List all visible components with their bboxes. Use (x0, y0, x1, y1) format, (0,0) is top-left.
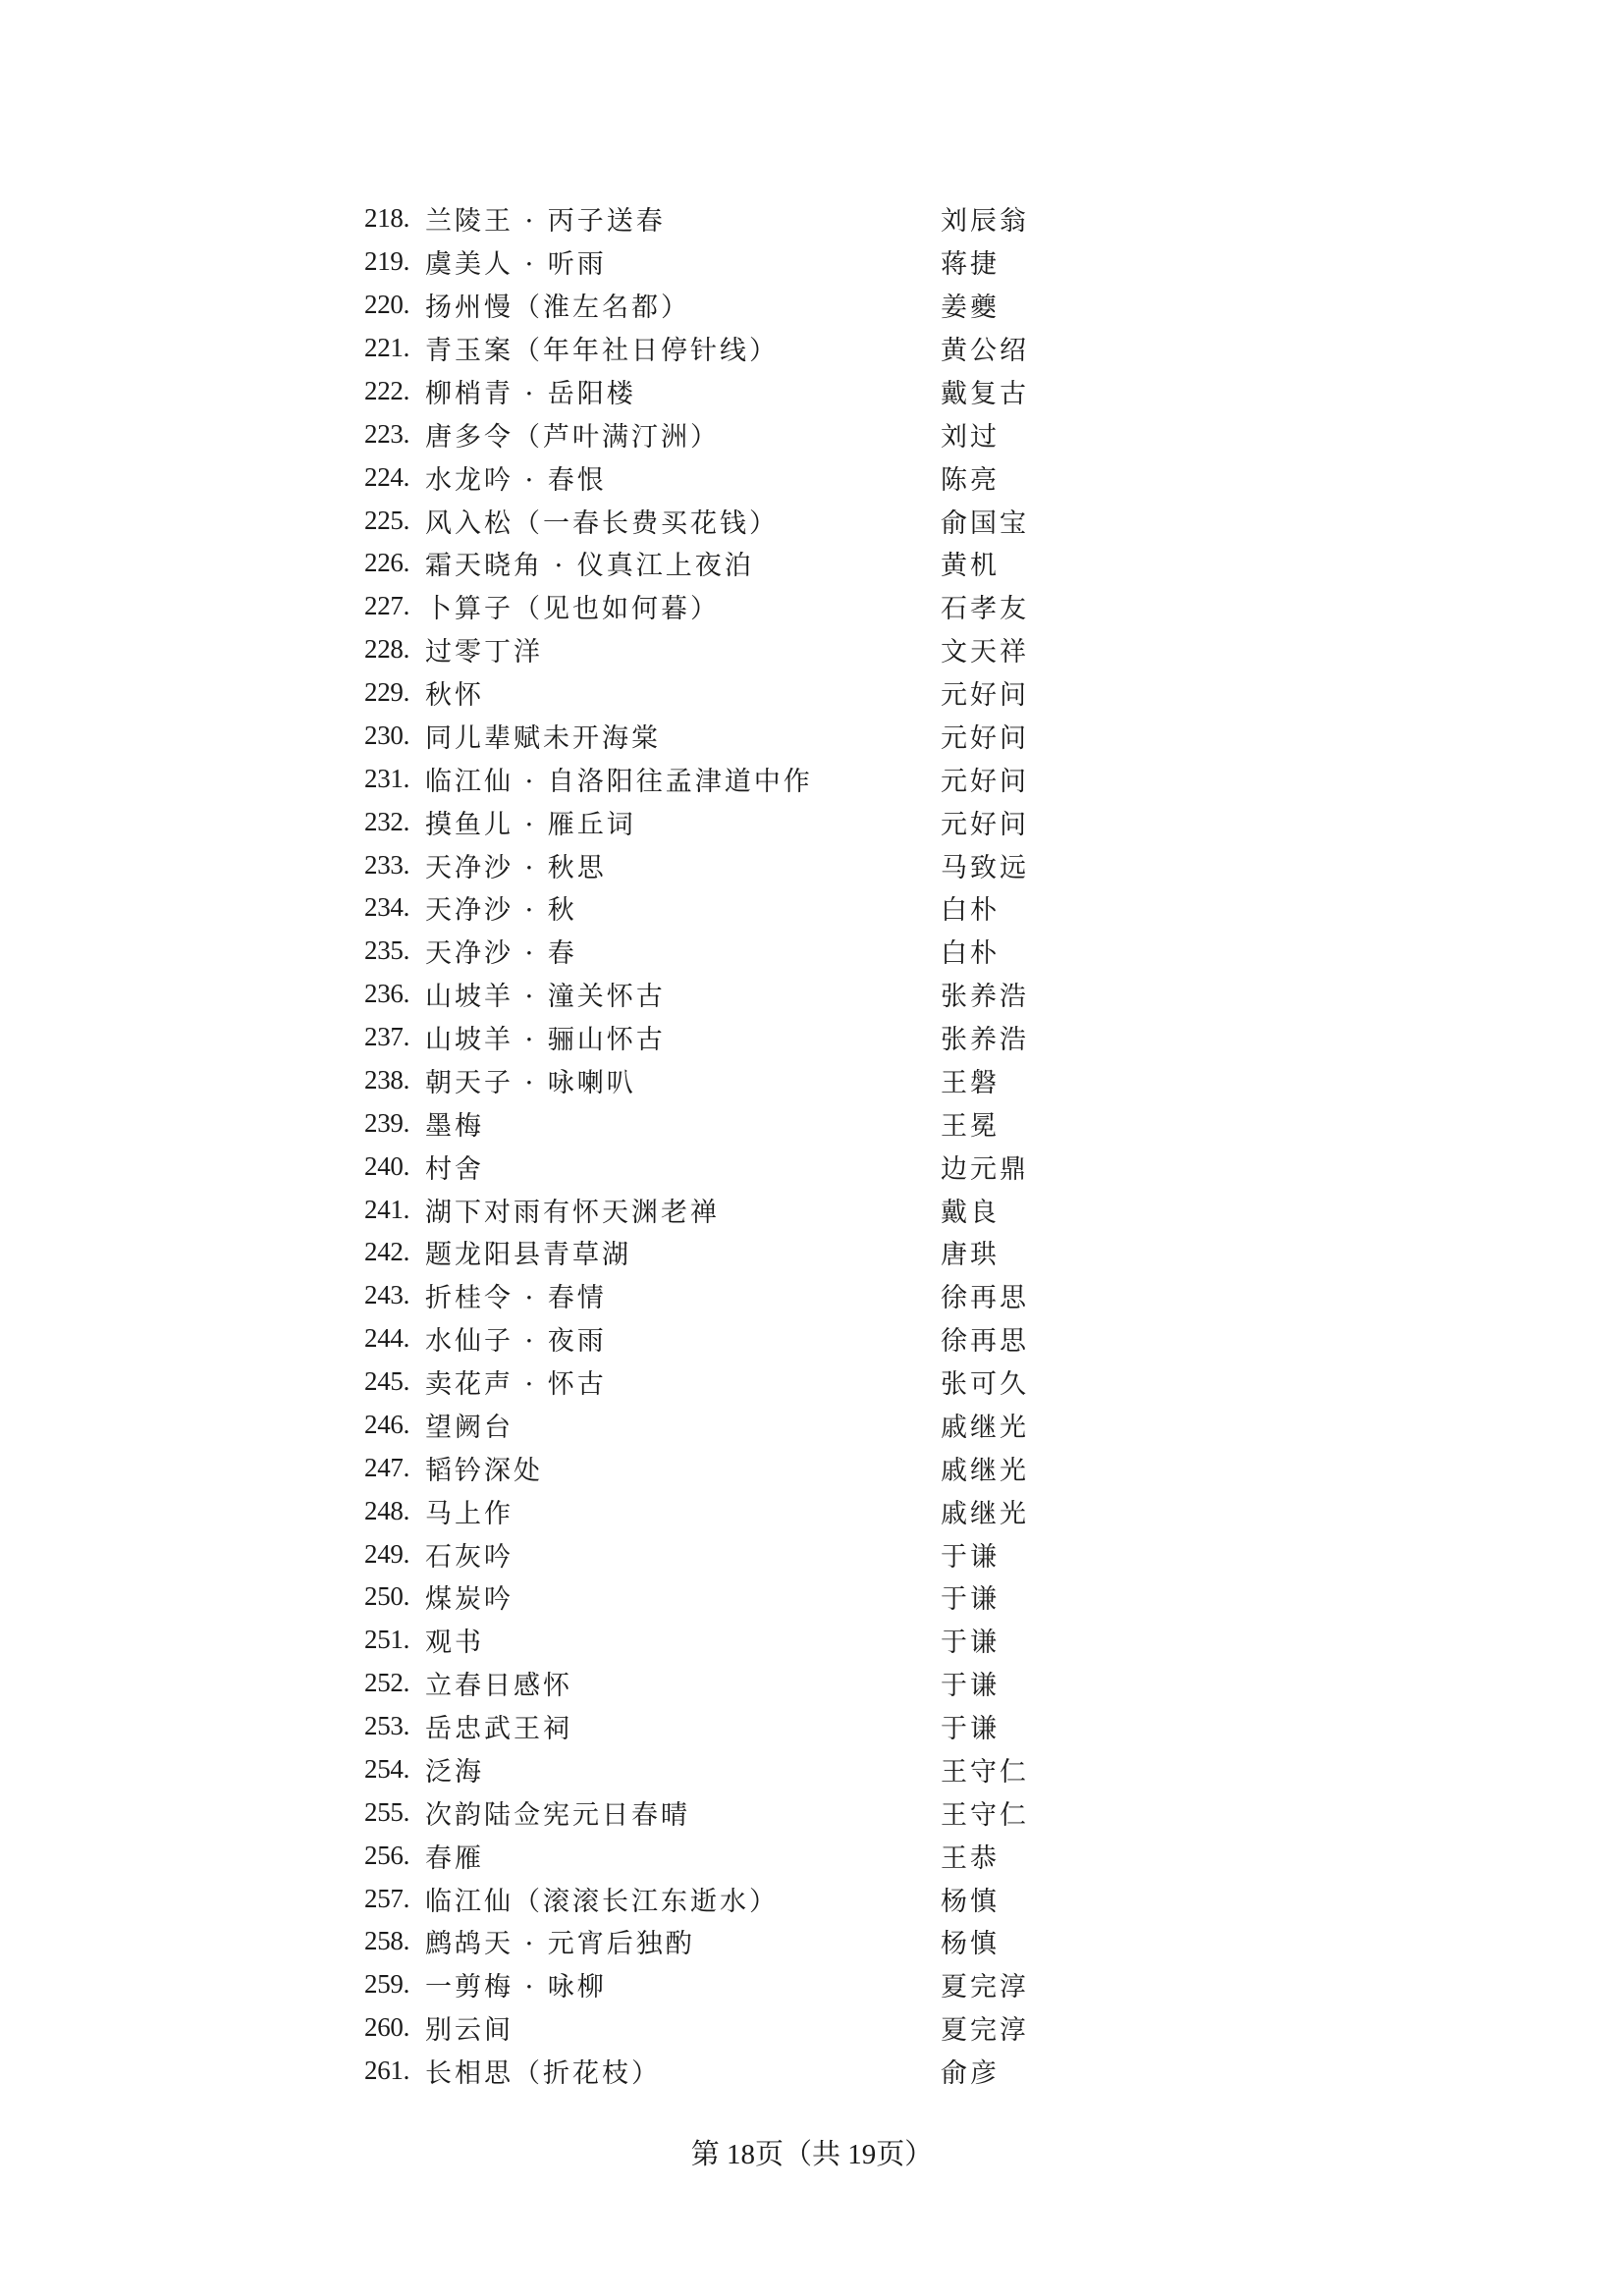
list-item (364, 370, 1052, 413)
list-item (364, 1790, 1052, 1834)
entry-number: 234. (364, 892, 410, 923)
entry-title: 泛海 (425, 1756, 484, 1788)
list-item (364, 1748, 1052, 1791)
entry-number: 227. (364, 591, 410, 621)
entry-author: 夏完淳 (941, 2015, 1029, 2047)
list-item (364, 412, 1052, 455)
entry-number: 241. (364, 1194, 410, 1224)
entry-author: 于谦 (941, 1671, 1000, 1702)
entry-title: 山坡羊 · 骊山怀古 (425, 1025, 666, 1056)
entry-author: 姜夔 (941, 293, 1000, 324)
entry-author: 马致远 (941, 852, 1029, 883)
entry-number: 257. (364, 1883, 410, 1913)
list-item (364, 930, 1052, 973)
entry-number: 250. (364, 1581, 410, 1612)
list-item (364, 715, 1052, 758)
entry-author: 白朴 (941, 938, 1000, 970)
entry-author: 戚继光 (941, 1455, 1029, 1486)
list-item (364, 197, 1052, 240)
list-item (364, 1188, 1052, 1231)
list-item (364, 1834, 1052, 1877)
entry-title: 望阙台 (425, 1412, 514, 1443)
entry-author: 文天祥 (941, 637, 1029, 668)
list-item (364, 1575, 1052, 1619)
entry-author: 戴良 (941, 1197, 1000, 1228)
entry-number: 229. (364, 677, 410, 708)
entry-number: 237. (364, 1022, 410, 1052)
poem-list (364, 197, 1052, 2093)
entry-author: 戚继光 (941, 1498, 1029, 1529)
entry-title: 别云间 (425, 2015, 514, 2047)
entry-title: 天净沙 · 秋 (425, 895, 577, 927)
list-item (364, 1877, 1052, 1920)
entry-number: 248. (364, 1495, 410, 1525)
list-item (364, 1619, 1052, 1662)
entry-author: 元好问 (941, 809, 1029, 840)
entry-author: 蒋捷 (941, 249, 1000, 281)
entry-title: 朝天子 · 咏喇叭 (425, 1067, 636, 1098)
entry-author: 戚继光 (941, 1412, 1029, 1443)
entry-author: 王守仁 (941, 1799, 1029, 1831)
entry-author: 杨慎 (941, 1929, 1000, 1960)
entry-number: 226. (364, 548, 410, 578)
entry-title: 春雁 (425, 1842, 484, 1874)
entry-number: 220. (364, 290, 410, 320)
list-item (364, 1532, 1052, 1575)
entry-author: 王冕 (941, 1110, 1000, 1142)
entry-number: 254. (364, 1753, 410, 1784)
entry-title: 一剪梅 · 咏柳 (425, 1972, 607, 2003)
entry-number: 245. (364, 1366, 410, 1397)
entry-number: 255. (364, 1796, 410, 1827)
entry-number: 231. (364, 763, 410, 793)
entry-title: 摸鱼儿 · 雁丘词 (425, 809, 636, 840)
list-item (364, 585, 1052, 628)
list-item (364, 1662, 1052, 1705)
entry-title: 次韵陆佥宪元日春晴 (425, 1799, 690, 1831)
list-item (364, 2006, 1052, 2050)
entry-title: 扬州慢（淮左名都） (425, 293, 690, 324)
entry-number: 233. (364, 849, 410, 880)
entry-title: 虞美人 · 听雨 (425, 249, 607, 281)
list-item (364, 886, 1052, 930)
entry-title: 水仙子 · 夜雨 (425, 1326, 607, 1358)
entry-title: 水龙吟 · 春恨 (425, 464, 607, 496)
list-item (364, 671, 1052, 715)
entry-number: 223. (364, 418, 410, 449)
entry-number: 246. (364, 1409, 410, 1439)
entry-number: 235. (364, 935, 410, 966)
entry-author: 元好问 (941, 766, 1029, 797)
entry-author: 王恭 (941, 1842, 1000, 1874)
entry-title: 立春日感怀 (425, 1671, 572, 1702)
entry-title: 煤炭吟 (425, 1584, 514, 1616)
list-item (364, 1489, 1052, 1532)
list-item (364, 1145, 1052, 1188)
entry-number: 259. (364, 1969, 410, 2000)
list-item (364, 1016, 1052, 1059)
entry-title: 题龙阳县青草湖 (425, 1240, 631, 1271)
list-item (364, 973, 1052, 1016)
entry-author: 张养浩 (941, 1025, 1029, 1056)
entry-author: 黄公绍 (941, 336, 1029, 367)
entry-title: 长相思（折花枝） (425, 2058, 661, 2090)
entry-number: 258. (364, 1926, 410, 1956)
list-item (364, 1361, 1052, 1404)
entry-title: 湖下对雨有怀天渊老禅 (425, 1197, 720, 1228)
entry-title: 折桂令 · 春情 (425, 1283, 607, 1314)
entry-title: 卖花声 · 怀古 (425, 1369, 607, 1401)
entry-author: 唐珙 (941, 1240, 1000, 1271)
entry-author: 刘过 (941, 421, 1000, 453)
entry-author: 于谦 (941, 1714, 1000, 1745)
list-item (364, 542, 1052, 585)
entry-title: 韬钤深处 (425, 1455, 543, 1486)
list-item (364, 1274, 1052, 1317)
entry-author: 于谦 (941, 1584, 1000, 1616)
page-number-footer: 第 18页（共 19页） (690, 2139, 934, 2170)
list-item (364, 757, 1052, 800)
list-item (364, 327, 1052, 370)
entry-number: 260. (364, 2012, 410, 2043)
entry-author: 黄机 (941, 551, 1000, 582)
entry-number: 224. (364, 461, 410, 492)
entry-author: 俞国宝 (941, 507, 1029, 539)
entry-number: 261. (364, 2056, 410, 2086)
entry-author: 张养浩 (941, 982, 1029, 1013)
entry-title: 风入松（一春长费买花钱） (425, 507, 779, 539)
list-item (364, 800, 1052, 843)
entry-author: 元好问 (941, 680, 1029, 712)
list-item (364, 1404, 1052, 1447)
entry-number: 218. (364, 203, 410, 234)
entry-title: 柳梢青 · 岳阳楼 (425, 378, 636, 409)
entry-number: 247. (364, 1452, 410, 1482)
entry-number: 251. (364, 1625, 410, 1655)
list-item (364, 1963, 1052, 2006)
entry-author: 陈亮 (941, 464, 1000, 496)
entry-number: 221. (364, 333, 410, 363)
entry-title: 山坡羊 · 潼关怀古 (425, 982, 666, 1013)
entry-number: 243. (364, 1280, 410, 1310)
entry-title: 岳忠武王祠 (425, 1714, 572, 1745)
entry-number: 230. (364, 720, 410, 750)
entry-author: 边元鼎 (941, 1153, 1029, 1185)
list-item (364, 499, 1052, 542)
entry-title: 临江仙（滚滚长江东逝水） (425, 1886, 779, 1917)
entry-number: 238. (364, 1064, 410, 1095)
entry-author: 元好问 (941, 722, 1029, 754)
entry-title: 秋怀 (425, 680, 484, 712)
entry-title: 村舍 (425, 1153, 484, 1185)
entry-title: 青玉案（年年社日停针线） (425, 336, 779, 367)
entry-author: 于谦 (941, 1541, 1000, 1573)
entry-number: 256. (364, 1840, 410, 1870)
entry-title: 天净沙 · 秋思 (425, 852, 607, 883)
entry-title: 同儿辈赋未开海棠 (425, 722, 661, 754)
entry-title: 马上作 (425, 1498, 514, 1529)
entry-title: 临江仙 · 自洛阳往孟津道中作 (425, 766, 813, 797)
entry-number: 219. (364, 246, 410, 277)
entry-number: 222. (364, 375, 410, 405)
entry-number: 225. (364, 505, 410, 535)
entry-number: 249. (364, 1538, 410, 1569)
list-item (364, 1059, 1052, 1102)
entry-number: 253. (364, 1711, 410, 1741)
entry-author: 刘辰翁 (941, 206, 1029, 238)
entry-author: 石孝友 (941, 594, 1029, 625)
entry-number: 252. (364, 1668, 410, 1698)
entry-author: 张可久 (941, 1369, 1029, 1401)
entry-number: 239. (364, 1107, 410, 1138)
entry-title: 墨梅 (425, 1110, 484, 1142)
list-item (364, 1705, 1052, 1748)
entry-author: 夏完淳 (941, 1972, 1029, 2003)
entry-author: 于谦 (941, 1628, 1000, 1659)
entry-author: 王磐 (941, 1067, 1000, 1098)
entry-title: 观书 (425, 1628, 484, 1659)
entry-number: 244. (364, 1323, 410, 1354)
entry-title: 鹧鸪天 · 元宵后独酌 (425, 1929, 695, 1960)
entry-number: 232. (364, 806, 410, 836)
list-item (364, 284, 1052, 327)
list-item (364, 1231, 1052, 1274)
list-item (364, 2050, 1052, 2093)
entry-number: 240. (364, 1150, 410, 1181)
entry-title: 天净沙 · 春 (425, 938, 577, 970)
list-item (364, 1446, 1052, 1489)
list-item (364, 455, 1052, 499)
entry-author: 白朴 (941, 895, 1000, 927)
entry-author: 俞彦 (941, 2058, 1000, 2090)
list-item (364, 1920, 1052, 1963)
entry-number: 242. (364, 1237, 410, 1267)
list-item (364, 628, 1052, 671)
entry-title: 兰陵王 · 丙子送春 (425, 206, 666, 238)
list-item (364, 1101, 1052, 1145)
entry-title: 霜天晓角 · 仪真江上夜泊 (425, 551, 754, 582)
entry-author: 徐再思 (941, 1326, 1029, 1358)
entry-number: 236. (364, 979, 410, 1009)
entry-author: 杨慎 (941, 1886, 1000, 1917)
entry-author: 王守仁 (941, 1756, 1029, 1788)
entry-title: 卜算子（见也如何暮） (425, 594, 720, 625)
entry-number: 228. (364, 634, 410, 665)
entry-title: 过零丁洋 (425, 637, 543, 668)
list-item (364, 1317, 1052, 1361)
list-item (364, 240, 1052, 284)
entry-title: 石灰吟 (425, 1541, 514, 1573)
entry-author: 戴复古 (941, 378, 1029, 409)
entry-title: 唐多令（芦叶满汀洲） (425, 421, 720, 453)
list-item (364, 843, 1052, 886)
entry-author: 徐再思 (941, 1283, 1029, 1314)
